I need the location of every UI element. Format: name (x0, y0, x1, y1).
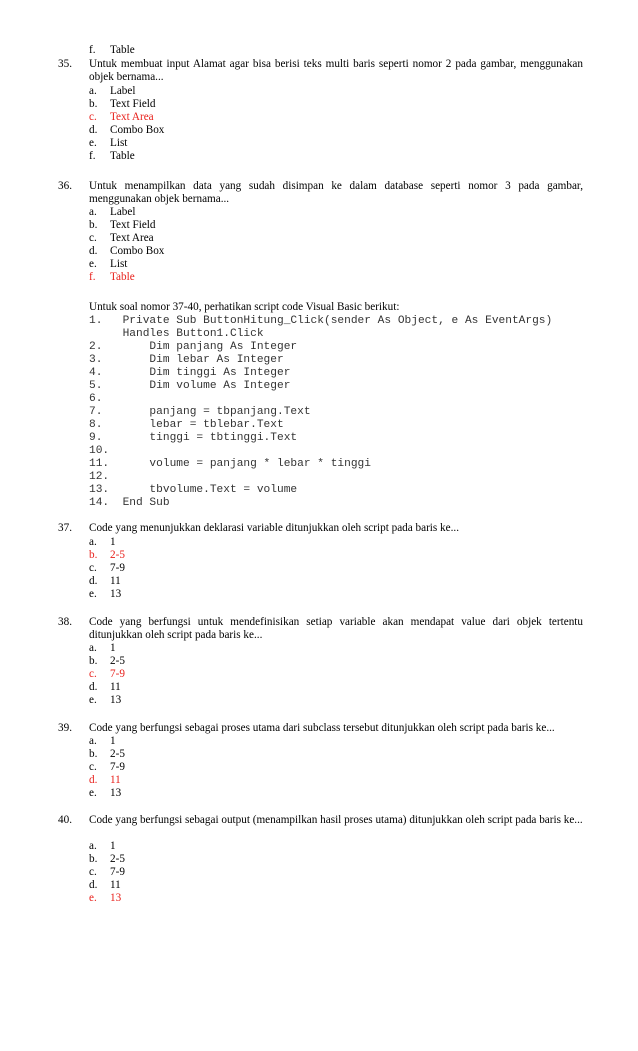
question-number: 36. (58, 180, 72, 192)
code-line: 1. Private Sub ButtonHitung_Click(sender As Object, e As EventArgs) (89, 315, 553, 327)
option-text: List (110, 137, 128, 149)
code-line: 11. volume = panjang * lebar * tinggi (89, 458, 371, 470)
option-text: Combo Box (110, 245, 165, 257)
option-text: 13 (110, 787, 122, 799)
option-letter: a. (89, 206, 97, 218)
option-text: 7-9 (110, 668, 125, 680)
code-line: 12. (89, 471, 110, 483)
option-letter: e. (89, 258, 97, 270)
option-text: 7-9 (110, 866, 125, 878)
option-letter: f. (89, 271, 96, 283)
option-letter: e. (89, 588, 97, 600)
option-text: 2-5 (110, 748, 125, 760)
option-text: 11 (110, 681, 121, 693)
code-line: 13. tbvolume.Text = volume (89, 484, 298, 496)
option-letter: b. (89, 853, 98, 865)
option-text: 7-9 (110, 562, 125, 574)
option-letter: b. (89, 549, 98, 561)
option-text: 2-5 (110, 549, 125, 561)
option-text: 1 (110, 536, 116, 548)
question-text: Untuk menampilkan data yang sudah disimpan ke dalam database seperti nomor 3 pada gambar, menggunakan objek bernama... (89, 180, 583, 205)
option-text: Text Area (110, 232, 154, 244)
option-text: 11 (110, 774, 121, 786)
code-line: 9. tinggi = tbtinggi.Text (89, 432, 298, 444)
option-text: 7-9 (110, 761, 125, 773)
option-letter: b. (89, 98, 98, 110)
code-line: 7. panjang = tbpanjang.Text (89, 406, 311, 418)
question-number: 39. (58, 722, 72, 734)
option-letter: d. (89, 575, 98, 587)
option-text: 2-5 (110, 853, 125, 865)
option-text: Table (110, 271, 135, 283)
code-line: 8. lebar = tblebar.Text (89, 419, 284, 431)
option-letter: e. (89, 137, 97, 149)
option-text: 13 (110, 892, 122, 904)
question-35 (58, 58, 583, 84)
option-text: 13 (110, 694, 122, 706)
question-38 (58, 616, 583, 642)
option-letter: b. (89, 748, 98, 760)
option-text: Label (110, 85, 136, 97)
option-letter: a. (89, 536, 97, 548)
option-text: Table (110, 150, 135, 162)
code-line: 2. Dim panjang As Integer (89, 341, 298, 353)
option-letter: c. (89, 668, 97, 680)
option-text: 1 (110, 735, 116, 747)
option-letter: e. (89, 892, 97, 904)
option-letter: d. (89, 681, 98, 693)
option-letter: d. (89, 124, 98, 136)
option-letter: f. (89, 44, 96, 56)
question-text: Code yang berfungsi untuk mendefinisikan setiap variable akan mendapat value dari objek tertentu ditunjukkan oleh script pada baris ke... (89, 616, 583, 641)
option-text: Text Area (110, 111, 154, 123)
option-letter: c. (89, 866, 97, 878)
option-text: 11 (110, 879, 121, 891)
question-37 (58, 522, 583, 535)
option-letter: e. (89, 787, 97, 799)
option-letter: c. (89, 761, 97, 773)
option-text: Table (110, 44, 135, 56)
code-line: 10. (89, 445, 110, 457)
question-39 (58, 722, 583, 735)
option-letter: b. (89, 655, 98, 667)
question-text: Untuk membuat input Alamat agar bisa berisi teks multi baris seperti nomor 2 pada gambar, menggunakan objek bernama... (89, 58, 583, 83)
question-text: Code yang berfungsi sebagai output (menampilkan hasil proses utama) ditunjukkan oleh script pada baris ke... (89, 814, 583, 826)
option-text: 13 (110, 588, 122, 600)
option-text: Text Field (110, 98, 156, 110)
option-letter: a. (89, 840, 97, 852)
option-text: 1 (110, 642, 116, 654)
question-number: 37. (58, 522, 72, 534)
option-text: 11 (110, 575, 121, 587)
option-text: 1 (110, 840, 116, 852)
question-36 (58, 180, 583, 206)
code-line: 4. Dim tinggi As Integer (89, 367, 291, 379)
option-letter: c. (89, 111, 97, 123)
option-text: 2-5 (110, 655, 125, 667)
option-text: Combo Box (110, 124, 165, 136)
question-text: Code yang berfungsi sebagai proses utama dari subclass tersebut ditunjukkan oleh script pada baris ke... (89, 722, 555, 734)
option-letter: e. (89, 694, 97, 706)
code-line: 3. Dim lebar As Integer (89, 354, 284, 366)
option-text: Text Field (110, 219, 156, 231)
code-line: Handles Button1.Click (89, 328, 264, 340)
code-line: 14. End Sub (89, 497, 170, 509)
question-number: 40. (58, 814, 72, 826)
option-letter: d. (89, 879, 98, 891)
option-text: List (110, 258, 128, 270)
question-number: 35. (58, 58, 72, 70)
code-line: 5. Dim volume As Integer (89, 380, 291, 392)
option-letter: b. (89, 219, 98, 231)
question-40 (58, 814, 583, 827)
option-letter: f. (89, 150, 96, 162)
option-letter: c. (89, 562, 97, 574)
question-text: Code yang menunjukkan deklarasi variable ditunjukkan oleh script pada baris ke... (89, 522, 460, 534)
option-letter: a. (89, 85, 97, 97)
option-letter: c. (89, 232, 97, 244)
code-line: 6. (89, 393, 103, 405)
script-intro: Untuk soal nomor 37-40, perhatikan script code Visual Basic berikut: (89, 301, 400, 313)
option-letter: d. (89, 245, 98, 257)
option-letter: d. (89, 774, 98, 786)
question-number: 38. (58, 616, 72, 628)
option-letter: a. (89, 735, 97, 747)
option-text: Label (110, 206, 136, 218)
option-letter: a. (89, 642, 97, 654)
